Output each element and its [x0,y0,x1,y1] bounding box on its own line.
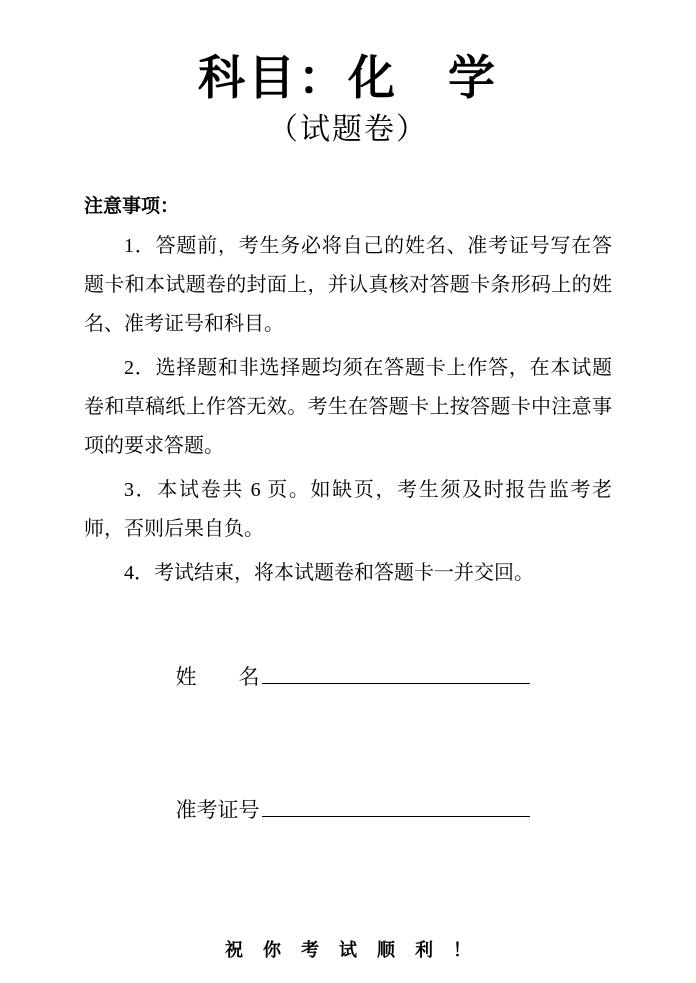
notice-item-1: 1．答题前，考生务必将自己的姓名、准考证号写在答题卡和本试题卷的封面上，并认真核对答题卡条形码上的姓名、准考证号和科目。 [84,234,612,335]
name-field-row [144,631,612,726]
notice-item-3: 3．本试卷共 6 页。如缺页，考生须及时报告监考老师，否则后果自负。 [84,478,612,540]
admission-number-field-label: 准考证号 [175,797,260,822]
notice-item-2: 2．选择题和非选择题均须在答题卡上作答，在本试题卷和草稿纸上作答无效。考生在答题卡上按答题卡中注意事项的要求答题。 [84,356,612,457]
admission-number-field-row [144,763,612,858]
page-footer [84,936,612,962]
fill-in-fields [84,631,612,858]
notice-item-4: 4．考试结束，将本试题卷和答题卡一并交回。 [124,561,534,584]
notice-heading: 注意事项： [84,196,180,218]
blessing-text: 祝你考试顺利！ [225,939,491,960]
notice-section [84,194,612,593]
name-field-line [262,681,530,684]
admission-number-field-line [262,814,530,817]
title-block [84,50,612,148]
name-field-label: 姓 名 [175,665,260,690]
page-title: 科目：化 学 [198,51,498,104]
page-subtitle: （试题卷） [268,113,428,147]
